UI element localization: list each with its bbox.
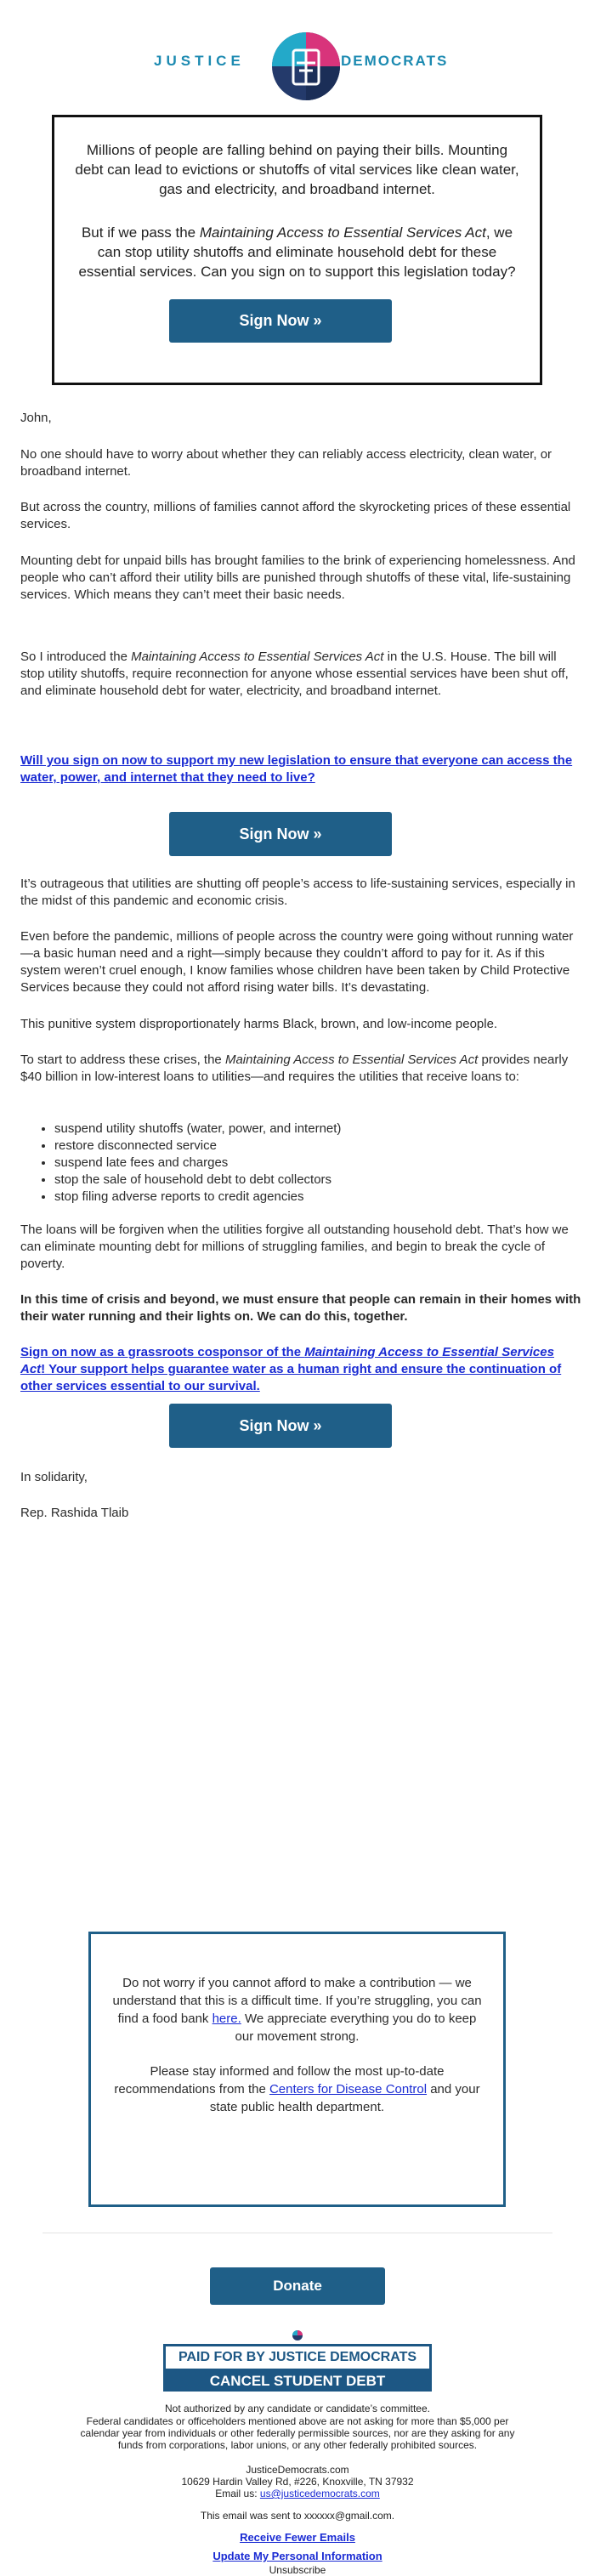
disclaimer-1: Not authorized by any candidate or candidate’s committee. bbox=[165, 2403, 430, 2414]
footer-link-row-1 bbox=[0, 2532, 595, 2544]
logo-text-democrats: DEMOCRATS bbox=[341, 53, 449, 69]
footer-address: 10629 Hardin Valley Rd, #226, Knoxville, TN 37932 bbox=[181, 2476, 414, 2488]
sign-now-button-2[interactable]: Sign Now » bbox=[169, 812, 392, 856]
paid-for-badge bbox=[163, 2344, 432, 2392]
letter-paragraph-10: In this time of crisis and beyond, we must ensure that people can remain in their homes with their water running and their lights on. We can do this, together. bbox=[20, 1292, 581, 1324]
sign-now-button-1[interactable]: Sign Now » bbox=[169, 299, 392, 343]
header-logo bbox=[0, 0, 595, 102]
closing: In solidarity, bbox=[20, 1470, 88, 1484]
callout-box bbox=[52, 115, 542, 385]
support-box bbox=[88, 1932, 506, 2207]
disclaimer-2: Federal candidates or officeholders mentioned above are not asking for more than $5,000 per calendar year from individuals or other federally permissible sources, nor are they asking for any funds from corporations, labor unions, or any other federally prohibited sources. bbox=[80, 2415, 515, 2451]
footer-email: Email us: us@justicedemocrats.com bbox=[215, 2488, 380, 2499]
receive-fewer-emails-link[interactable]: Receive Fewer Emails bbox=[240, 2531, 355, 2544]
list-item: • suspend late fees and charges bbox=[54, 1155, 581, 1172]
update-info-link[interactable]: Update My Personal Information bbox=[212, 2550, 382, 2562]
logo-text-justice: JUSTICE bbox=[154, 53, 245, 69]
sign-now-button-3[interactable]: Sign Now » bbox=[169, 1404, 392, 1448]
sign-on-link-2[interactable]: Sign on now as a grassroots cosponsor of the Maintaining Access to Essential Services Act! Your support helps guarantee water as a human right and ensure the continuation of other services essential to our survival. bbox=[20, 1345, 562, 1393]
footer-site: JusticeDemocrats.com bbox=[246, 2464, 349, 2476]
unsubscribe-link[interactable]: Unsubscribe bbox=[269, 2564, 326, 2576]
signature: Rep. Rashida Tlaib bbox=[20, 1506, 129, 1520]
list-item: • stop filing adverse reports to credit agencies bbox=[54, 1189, 581, 1206]
letter-paragraph-1: No one should have to worry about whether they can reliably access electricity, clean water, or broadband internet. bbox=[20, 447, 552, 479]
footer-link-row-3 bbox=[0, 2564, 595, 2576]
email-link[interactable]: us@justicedemocrats.com bbox=[259, 2488, 380, 2499]
support-paragraph-2: Please stay informed and follow the most up-to-date recommendations from the Centers for Disease Control and your state public health department. bbox=[114, 2064, 480, 2114]
callout-paragraph-2: But if we pass the Maintaining Access to Essential Services Act, we can stop utility shutoffs and eliminate household debt for these essential services. Can you sign on to support this legislation today? bbox=[78, 224, 516, 280]
callout-paragraph-1: Millions of people are falling behind on paying their bills. Mounting debt can lead to evictions or shutoffs of vital services like clean water, gas and electricity, and broadband internet. bbox=[75, 142, 519, 197]
requirements-list bbox=[20, 1121, 581, 1206]
list-item: • suspend utility shutoffs (water, power, and internet) bbox=[54, 1121, 581, 1138]
letter-paragraph-9: The loans will be forgiven when the utilities forgive all outstanding household debt. That’s how we can eliminate mounting debt for millions of struggling families, and begin to break the cycle of poverty. bbox=[20, 1223, 569, 1271]
letter-paragraph-4: So I introduced the Maintaining Access to Essential Services Act in the U.S. House. The bill will stop utility shutoffs, require reconnection for anyone whose essential services have been shut off, and eliminate household debt for water, electricity, and broadband internet. bbox=[20, 650, 569, 698]
sign-on-link-1[interactable]: Will you sign on now to support my new legislation to ensure that everyone can access the water, power, and internet that they need to live? bbox=[20, 753, 573, 785]
paid-for-org: JUSTICE DEMOCRATS bbox=[269, 2350, 417, 2364]
letter-link-1 bbox=[20, 752, 581, 786]
cdc-link[interactable]: Centers for Disease Control bbox=[269, 2082, 428, 2097]
letter-paragraph-3: Mounting debt for unpaid bills has brought families to the brink of experiencing homelessness. And people who can’t afford their utility bills are punished through shutoffs of these vital, life-sustaining services. Which means they can’t meet their basic needs. bbox=[20, 553, 575, 602]
food-bank-link[interactable]: here. bbox=[212, 2011, 241, 2026]
justice-democrats-logo-icon bbox=[270, 31, 342, 102]
footer-link-row-2 bbox=[0, 2550, 595, 2562]
letter-link-2 bbox=[20, 1344, 581, 1395]
donate-button[interactable]: Donate bbox=[210, 2267, 385, 2305]
footer-sent-to: This email was sent to xxxxxx@gmail.com. bbox=[200, 2510, 395, 2522]
letter-paragraph-7: This punitive system disproportionately harms Black, brown, and low-income people. bbox=[20, 1017, 498, 1031]
paid-for-prefix: PAID FOR BY bbox=[178, 2350, 269, 2364]
badge-logo-icon bbox=[286, 2327, 309, 2341]
list-item: • stop the sale of household debt to debt collectors bbox=[54, 1172, 581, 1189]
greeting: John, bbox=[20, 411, 52, 425]
letter-paragraph-5: It’s outrageous that utilities are shutting off people’s access to life-sustaining services, especially in the midst of this pandemic and economic crisis. bbox=[20, 877, 575, 908]
letter-paragraph-2: But across the country, millions of families cannot afford the skyrocketing prices of these essential services. bbox=[20, 500, 571, 531]
list-item: • restore disconnected service bbox=[54, 1138, 581, 1155]
letter-paragraph-8: To start to address these crises, the Maintaining Access to Essential Services Act provides nearly $40 billion in low-interest loans to utilities—and requires the utilities that receive loans to: bbox=[20, 1053, 569, 1084]
cancel-student-debt: CANCEL STUDENT DEBT bbox=[209, 2373, 386, 2389]
support-paragraph-1: Do not worry if you cannot afford to make a contribution — we understand that this is a difficult time. If you’re struggling, you can find a food bank here. We appreciate everything you do to keep our movement strong. bbox=[112, 1976, 482, 2044]
letter-paragraph-6: Even before the pandemic, millions of people across the country were going without running water—a basic human need and a right—simply because they couldn’t afford to pay for it. As if this system weren’t cruel enough, I know families whose children have been taken by Child Protective Services because they could not afford rising water bills. It’s devastating. bbox=[20, 929, 574, 995]
